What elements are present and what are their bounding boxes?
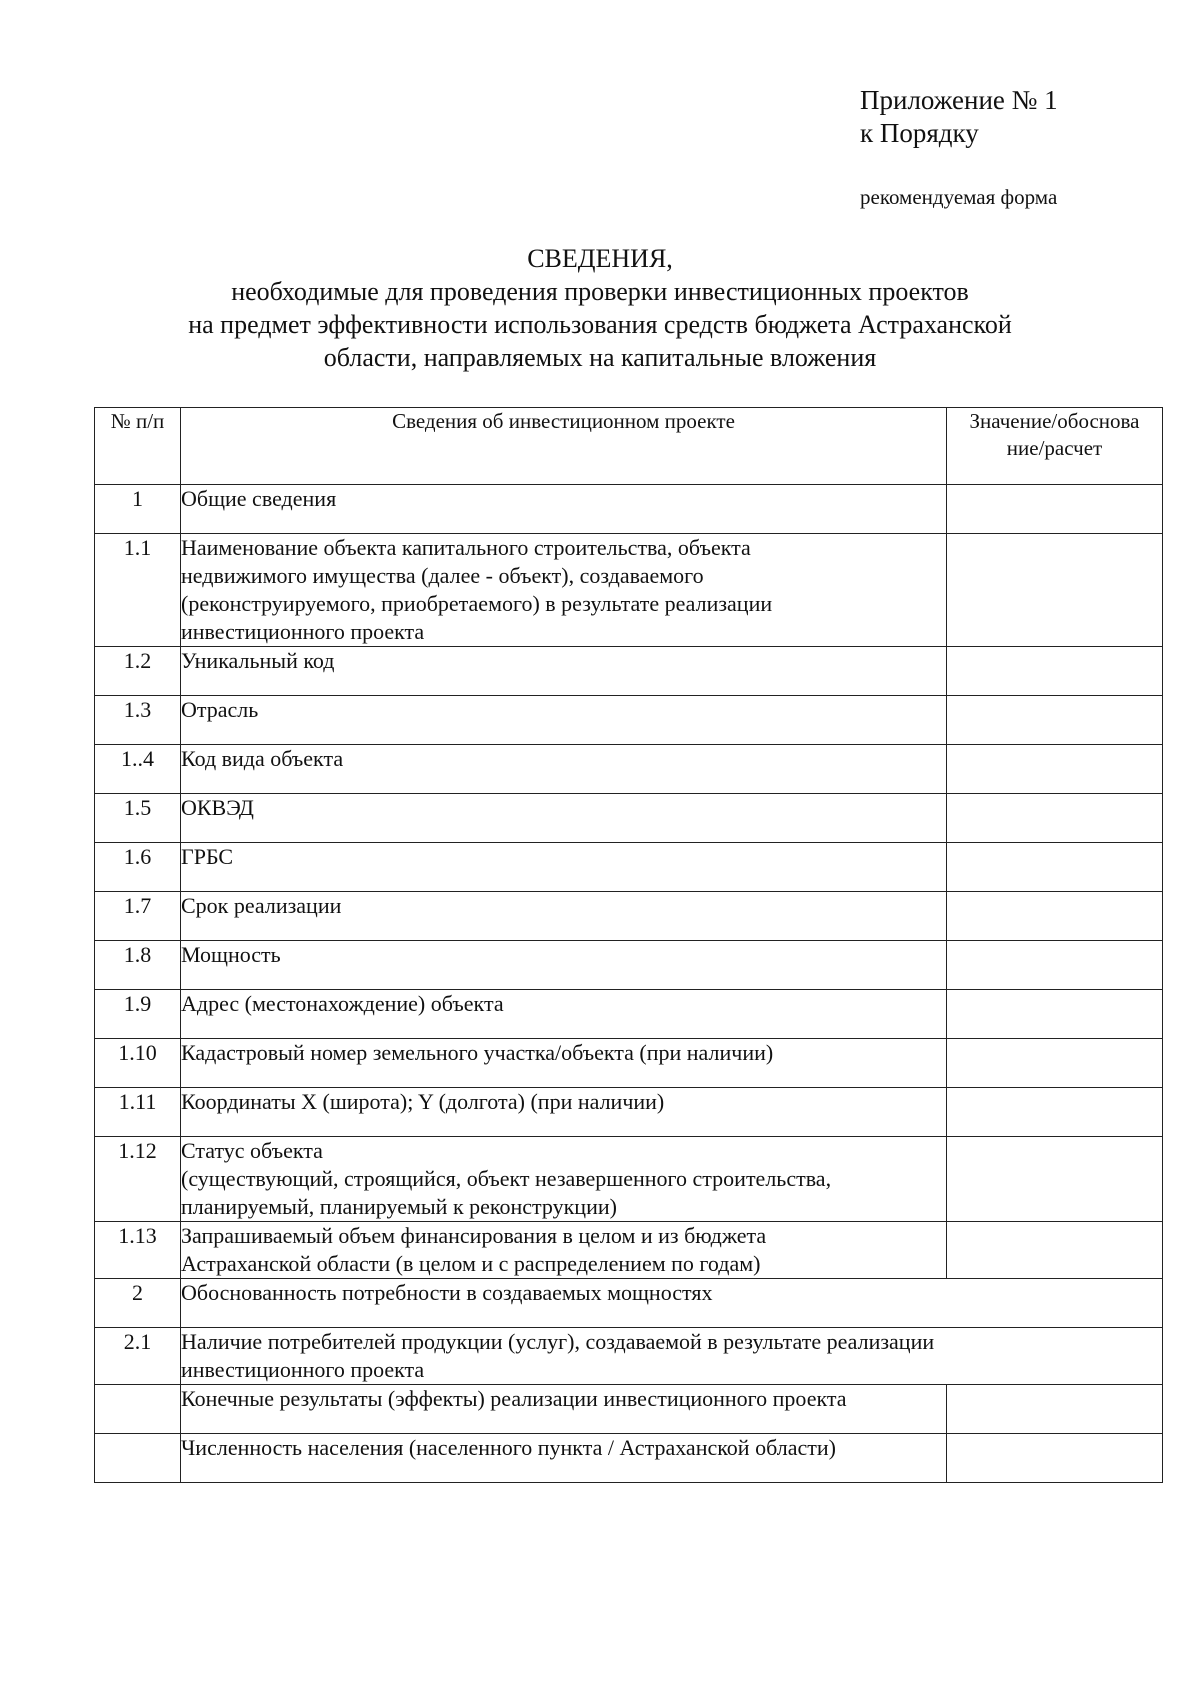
table-row [95,534,1163,647]
row-number: 1.8 [95,941,181,990]
row-value-cell[interactable] [947,647,1163,696]
row-description [181,1328,1163,1385]
title-line-2: необходимые для проведения проверки инвестиционных проектов [231,277,969,306]
appendix-label [860,84,1058,150]
row-number: 2.1 [95,1328,181,1385]
header-description: Сведения об инвестиционном проекте [181,408,947,485]
row-description [181,794,947,843]
row-description-line: (существующий, строящийся, объект незавершенного строительства, [181,1166,832,1191]
row-description-line: Общие сведения [181,486,337,511]
row-description-line: инвестиционного проекта [181,1357,425,1382]
row-description-line: Кадастровый номер земельного участка/объекта (при наличии) [181,1040,774,1065]
row-number: 1.10 [95,1039,181,1088]
header-value-line-1: Значение/обоснова [969,409,1140,433]
row-description-line: Численность населения (населенного пункта / Астраханской области) [181,1435,836,1460]
table-body [95,485,1163,1483]
row-description-line: Координаты X (широта); Y (долгота) (при наличии) [181,1089,665,1114]
table-row [95,1328,1163,1385]
row-description-line: Запрашиваемый объем финансирования в целом и из бюджета [181,1223,767,1248]
table-row [95,1279,1163,1328]
row-description-line: инвестиционного проекта [181,619,425,644]
row-description [181,1385,947,1434]
row-description-line: Конечные результаты (эффекты) реализации инвестиционного проекта [181,1386,847,1411]
row-number [95,1434,181,1483]
title-line-1: СВЕДЕНИЯ, [527,244,673,273]
table-row [95,745,1163,794]
table-row [95,1137,1163,1222]
row-number [95,1385,181,1434]
row-value-cell[interactable] [947,1385,1163,1434]
title-line-4: области, направляемых на капитальные вложения [323,343,877,372]
row-description-line: (реконструируемого, приобретаемого) в результате реализации [181,591,773,616]
table-row [95,647,1163,696]
project-info-table [94,407,1163,1483]
row-description-line: недвижимого имущества (далее - объект), создаваемого [181,563,704,588]
row-value-cell[interactable] [947,1434,1163,1483]
row-description [181,1137,947,1222]
row-description-line: Астраханской области (в целом и с распределением по годам) [181,1251,761,1276]
row-number: 1..4 [95,745,181,794]
row-description [181,843,947,892]
row-value-cell[interactable] [947,485,1163,534]
table-row [95,696,1163,745]
row-description [181,990,947,1039]
row-value-cell[interactable] [947,892,1163,941]
row-description-line: Обоснованность потребности в создаваемых мощностях [181,1280,713,1305]
row-value-cell[interactable] [947,745,1163,794]
row-value-cell[interactable] [947,1137,1163,1222]
table-row [95,794,1163,843]
row-description-line: Уникальный код [181,648,335,673]
row-value-cell[interactable] [947,843,1163,892]
row-value-cell[interactable] [947,696,1163,745]
table-row [95,990,1163,1039]
appendix-reference: к Порядку [860,118,979,148]
document-title [0,242,1200,374]
row-number: 1.12 [95,1137,181,1222]
row-description [181,647,947,696]
row-description-line: Мощность [181,942,281,967]
table-row [95,941,1163,990]
row-description-line: Код вида объекта [181,746,344,771]
row-description-line: планируемый, планируемый к реконструкции) [181,1194,617,1219]
row-description-line: ОКВЭД [181,795,254,820]
row-value-cell[interactable] [947,1222,1163,1279]
row-description [181,1039,947,1088]
table-row [95,843,1163,892]
table-row [95,485,1163,534]
row-description [181,1222,947,1279]
row-number: 2 [95,1279,181,1328]
header-value-line-2: ние/расчет [1006,436,1103,460]
row-description [181,745,947,794]
row-number: 1 [95,485,181,534]
title-line-3: на предмет эффективности использования средств бюджета Астраханской [188,310,1012,339]
row-description [181,1434,947,1483]
table-row [95,1088,1163,1137]
header-number: № п/п [95,408,181,485]
row-description-line: Срок реализации [181,893,342,918]
table-row [95,1222,1163,1279]
row-number: 1.6 [95,843,181,892]
row-number: 1.3 [95,696,181,745]
row-value-cell[interactable] [947,941,1163,990]
row-value-cell[interactable] [947,794,1163,843]
row-description [181,941,947,990]
table-row [95,1434,1163,1483]
row-description-line: Адрес (местонахождение) объекта [181,991,504,1016]
row-number: 1.7 [95,892,181,941]
row-value-cell[interactable] [947,1088,1163,1137]
appendix-number: Приложение № 1 [860,85,1058,115]
row-value-cell[interactable] [947,990,1163,1039]
row-description-line: ГРБС [181,844,234,869]
table-row [95,892,1163,941]
row-description [181,534,947,647]
header-value [947,408,1163,485]
row-number: 1.1 [95,534,181,647]
row-value-cell[interactable] [947,1039,1163,1088]
row-description [181,1088,947,1137]
row-description-line: Наименование объекта капитального строительства, объекта [181,535,751,560]
table-row [95,1039,1163,1088]
row-description-line: Наличие потребителей продукции (услуг), создаваемой в результате реализации [181,1329,935,1354]
row-number: 1.5 [95,794,181,843]
form-note: рекомендуемая форма [860,185,1058,209]
row-description [181,892,947,941]
table-row [95,1385,1163,1434]
row-description [181,1279,1163,1328]
table-header-row [95,408,1163,485]
row-description [181,485,947,534]
row-description-line: Отрасль [181,697,259,722]
row-number: 1.11 [95,1088,181,1137]
row-value-cell[interactable] [947,534,1163,647]
row-number: 1.2 [95,647,181,696]
row-description [181,696,947,745]
row-description-line: Статус объекта [181,1138,323,1163]
row-number: 1.13 [95,1222,181,1279]
row-number: 1.9 [95,990,181,1039]
